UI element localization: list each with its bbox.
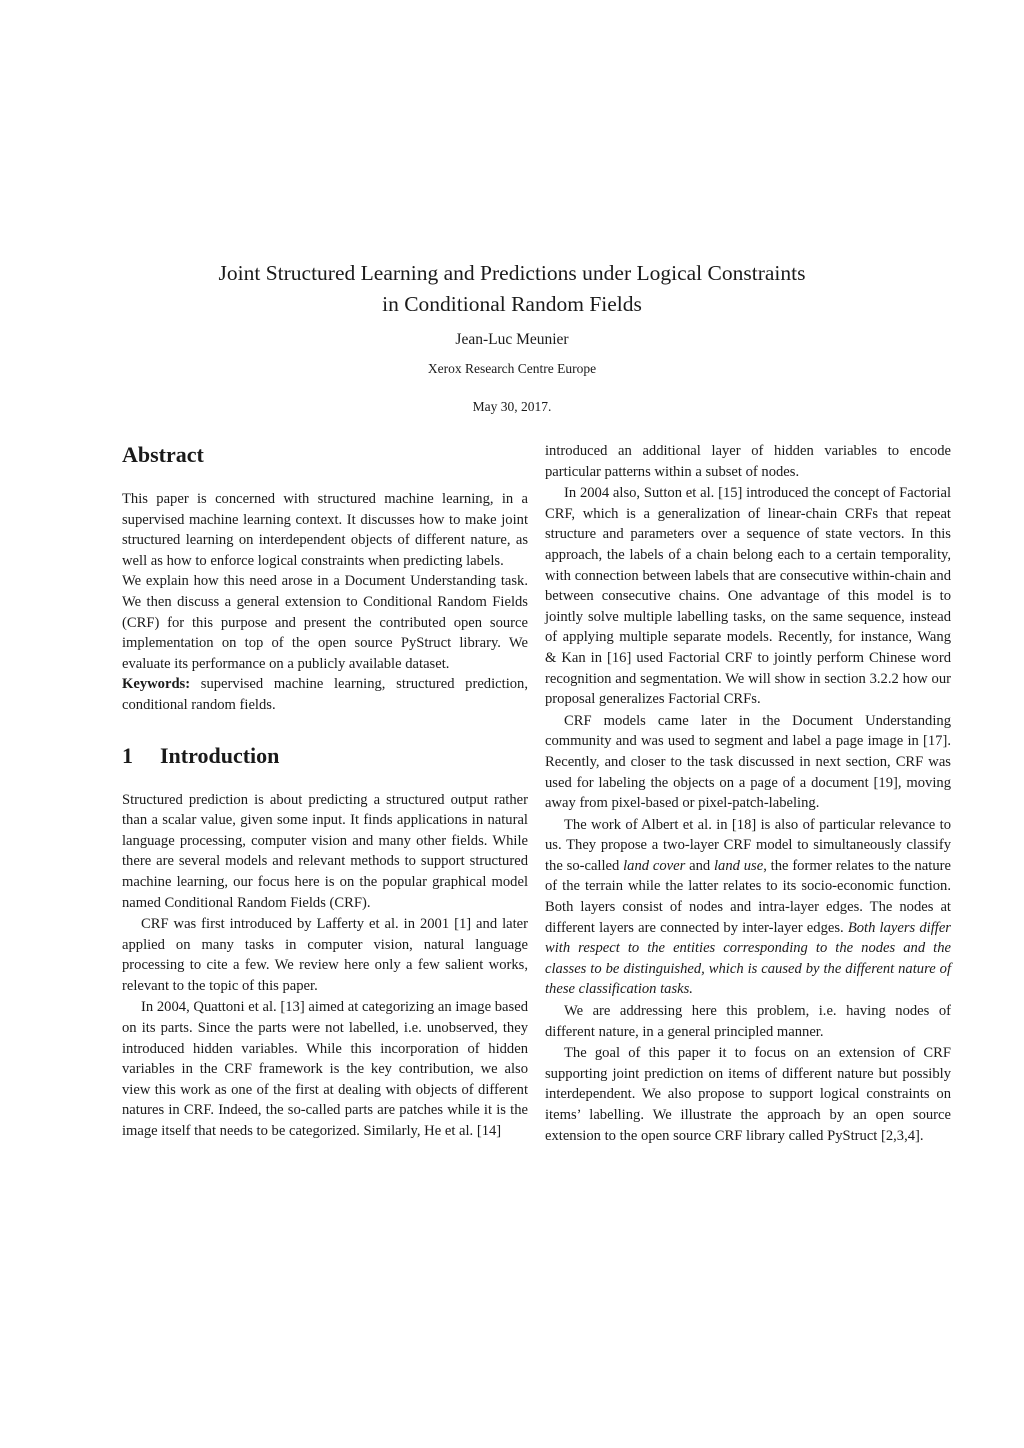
right-paragraph-0: introduced an additional layer of hidden variables to encode particular patterns within a subset of nodes. [545,443,951,480]
term-land-use: land use [714,857,764,874]
keywords-text: supervised machine learning, structured prediction, conditional random fields. [122,676,528,713]
author-affiliation: Xerox Research Centre Europe [427,361,597,376]
p3-text-b: and [685,857,714,874]
paper-title-line-2: in Conditional Random Fields [382,292,642,316]
paper-title [0,258,1024,320]
publication-date: May 30, 2017. [472,399,552,414]
term-land-cover: land cover [623,857,686,874]
paper-title-line-1: Joint Structured Learning and Predictions under Logical Constraints [218,261,806,285]
title-block [0,258,1024,416]
right-column [545,441,951,1146]
right-paragraph-2: CRF models came later in the Document Understanding community and was used to segment and label a page image in [17]. Recently, and closer to the task discussed in next section, CRF was used for labeling the objects on a page of a document [19], moving away from pixel-based or pixel-patch-labeling. [545,712,951,812]
p3-text-c: , the former relates to the nature of the terrain while the latter relates to its socio-economic function. Both layers consist of nodes and intra-layer edges. The nodes at different layers are connected by inter-layer edges. [545,857,951,936]
abstract-paragraph-2: We explain how this need arose in a Document Understanding task. We then discuss a general extension to Conditional Random Fields (CRF) for this purpose and present the contributed open source implementation on top of the open source PyStruct library. We evaluate its performance on a publicly available dataset. [122,573,528,672]
author-name: Jean-Luc Meunier [455,331,569,348]
intro-paragraph-1: Structured prediction is about predicting a structured output rather than a scalar value, given some input. It finds applications in natural language processing, computer vision and many other fields. While there are several models and relevant methods to support structured machine learning, our focus here is on the popular graphical model named Conditional Random Fields (CRF). [122,791,528,911]
introduction-heading [122,741,528,771]
intro-paragraph-3: In 2004, Quattoni et al. [13] aimed at categorizing an image based on its parts. Since the parts were not labelled, i.e. unobserved, they introduced hidden variables. While this incorporation of hidden variables in the CRF framework is the key contribution, we also view this work as one of the first at dealing with objects of different natures in CRF. Indeed, the so-called parts are patches while it is the image itself that needs to be categorized. Similarly, He et al. [14] [122,999,528,1140]
right-paragraph-3 [545,815,951,1000]
abstract-paragraph-1: This paper is concerned with structured machine learning, in a supervised machine learning context. It discusses how to make joint structured learning on interdependent objects of different nature, as well as how to enforce logical constraints when predicting labels. [122,491,528,569]
keywords [122,674,528,715]
left-column [122,440,528,1142]
keywords-label: Keywords: [122,676,191,693]
section-title: Introduction [160,742,280,768]
right-paragraph-5: The goal of this paper it to focus on an extension of CRF supporting joint prediction on items of different nature but possibly interdependent. We also propose to support logical constraints on items’ labelling. We illustrate the approach by an open source extension to the open source CRF library called PyStruct [2,3,4]. [545,1045,951,1144]
right-paragraph-1: In 2004 also, Sutton et al. [15] introduced the concept of Factorial CRF, which is a generalization of linear-chain CRFs that repeat structure and parameters over a sequence of state vectors. In this approach, the labels of a chain belong each to a certain temporality, with connection between labels that are consecutive within-chain and between consecutive chains. One advantage of this model is to jointly solve multiple labelling tasks, on the same sequence, instead of applying multiple separate models. Recently, for instance, Wang & Kan in [16] used Factorial CRF to jointly perform Chinese word recognition and segmentation. We will show in section 3.2.2 how our proposal generalizes Factorial CRFs. [545,485,951,708]
abstract-heading: Abstract [122,442,204,467]
intro-paragraph-2: CRF was first introduced by Lafferty et al. in 2001 [1] and later applied on many tasks in computer vision, natural language processing to cite a few. We review here only a few salient works, relevant to the topic of this paper. [122,916,528,994]
p3-italic-quote: Both layers differ with respect to the entities corresponding to the nodes and the classes to be distinguished, which is caused by the different nature of these classification tasks. [545,919,951,998]
section-number: 1 [122,742,133,768]
p3-text-a: The work of Albert et al. in [18] is also of particular relevance to us. They propose a two-layer CRF model to simultaneously classify the so-called [545,816,951,874]
right-paragraph-4: We are addressing here this problem, i.e. having nodes of different nature, in a general principled manner. [545,1003,951,1040]
